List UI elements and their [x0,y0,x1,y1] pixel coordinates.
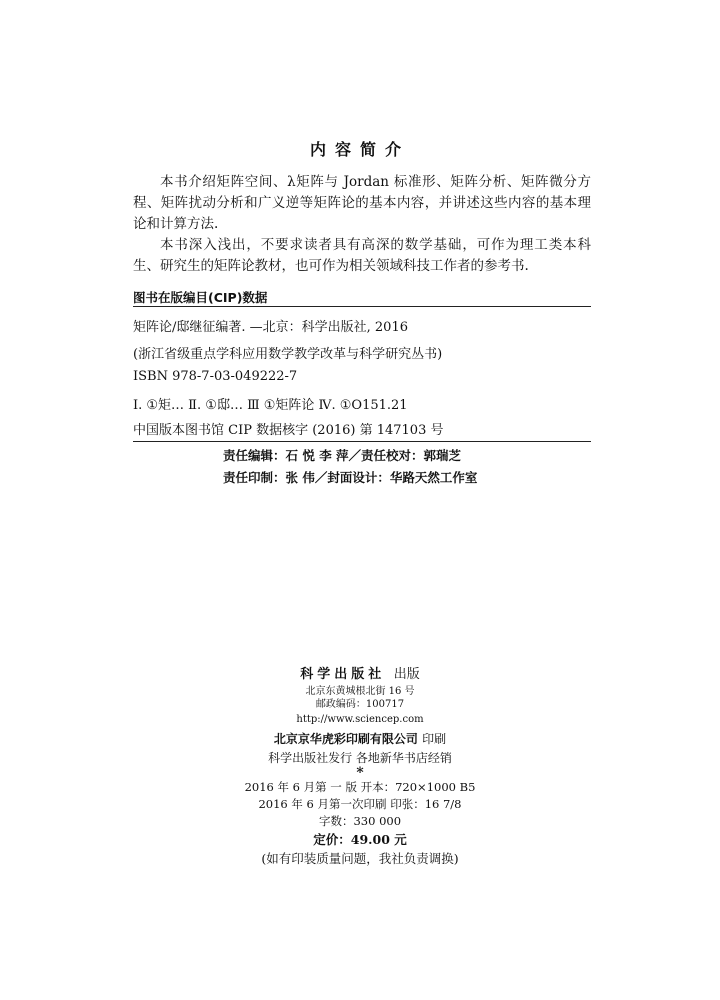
intro-paragraph-1: 本书介绍矩阵空间、λ矩阵与 Jordan 标准形、矩阵分析、矩阵微分方程、矩阵扰动分析和广义逆等矩阵论的基本内容，并讲述这些内容的基本理论和计算方法. [133,174,591,232]
price-line: 定价：49.00 元 [313,832,407,847]
cip-top-rule [133,306,591,307]
publisher-address: 北京东黄城根北街 16 号 [305,686,415,697]
publisher-name: 科学出版社 [300,667,386,682]
word-count-line: 字数：330 000 [318,814,402,828]
printer-line [0,729,720,749]
production-credits: 责任印制：张 伟／封面设计：华路天然工作室 [223,470,478,485]
edition-line: 2016 年 6 月第 一 版 开本：720×1000 B5 [244,780,476,794]
cip-record-number-line: 中国版本图书馆 CIP 数据核字 (2016) 第 147103 号 [133,423,444,438]
publisher-postcode: 邮政编码：100717 [315,699,405,710]
imprint-block [0,665,720,868]
printer-suffix: 印刷 [422,732,447,746]
separator-star: * [356,765,364,781]
publisher-line [0,665,720,685]
distribution-line: 科学出版社发行 各地新华书店经销 [268,751,452,765]
quality-notice: (如有印装质量问题，我社负责调换) [261,851,459,866]
publisher-suffix: 出版 [393,667,420,682]
cip-isbn-line: ISBN 978-7-03-049222-7 [133,369,298,384]
book-introduction [133,172,591,277]
page-title: 内容简介 [309,140,410,159]
cip-heading: 图书在版编目(CIP)数据 [133,290,268,305]
intro-paragraph-2: 本书深入浅出，不要求读者具有高深的数学基础，可作为理工类本科生、研究生的矩阵论教材，也可作为相关领域科技工作者的参考书. [133,237,591,274]
cip-series-line: (浙江省级重点学科应用数学教学改革与科学研究丛书) [133,347,443,362]
editor-credits: 责任编辑：石 悦 李 萍／责任校对：郭瑞芝 [223,448,462,463]
cip-bottom-rule [133,441,591,442]
printer-name: 北京京华虎彩印刷有限公司 [273,732,418,746]
cip-classification-line: Ⅰ. ①矩… Ⅱ. ①邸… Ⅲ ①矩阵论 Ⅳ. ①O151.21 [133,398,408,413]
cip-title-author-line: 矩阵论/邸继征编著. —北京：科学出版社, 2016 [133,320,408,335]
publisher-url: http://www.sciencep.com [296,714,424,725]
printing-line: 2016 年 6 月第一次印刷 印张：16 7/8 [258,797,462,811]
